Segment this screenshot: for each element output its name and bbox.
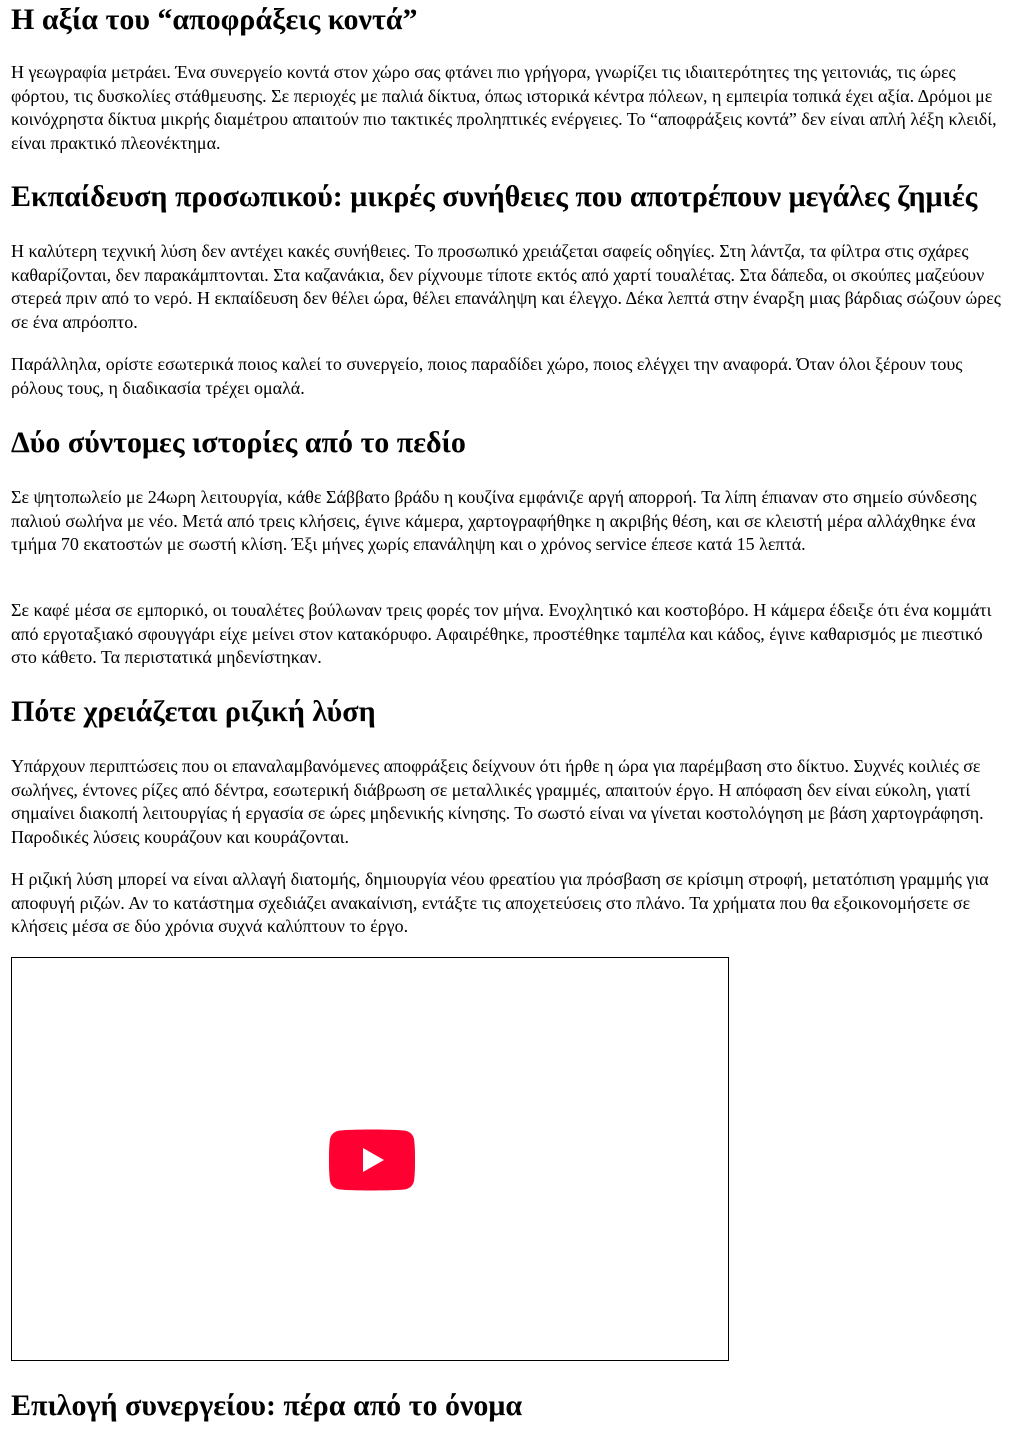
paragraph: Σε καφέ μέσα σε εμπορικό, οι τουαλέτες βούλωναν τρεις φορές τον μήνα. Ενοχλητικό και κοστοβόρο. Η κάμερα έδειξε ότι ένα κομμάτι από εργοταξιακό σφουγγάρι είχε μείνει στον κατακόρυφο. Αφαιρέθηκε, προστέθηκε ταμπέλα και κάδος, έγινε καθαρισμός με πιεστικό στο κάθετο. Τα περιστατικά μηδενίστηκαν. [11,600,992,667]
section-heading: Εκπαίδευση προσωπικού: μικρές συνήθειες που αποτρέπουν μεγάλες ζημιές [11,180,978,213]
paragraph: Υπάρχουν περιπτώσεις που οι επαναλαμβανόμενες αποφράξεις δείχνουν ότι ήρθε η ώρα για παρέμβαση στο δίκτυο. Συχνές κοιλιές σε σωλήνες, έντονες ρίζες από δέντρα, εσωτερική διάβρωση σε μεταλλικές γραμμές, απαιτούν έργο. Η απόφαση δεν είναι εύκολη, γιατί σημαίνει διακοπή λειτουργίας ή εργασία σε ώρες μηδενικής κίνησης. Το σωστό είναι να γίνεται κοστολόγηση με βάση χαρτογράφηση. Παροδικές λύσεις κουράζουν και κουράζονται. [11,756,984,847]
section-heading: Πότε χρειάζεται ριζική λύση [11,695,376,728]
paragraph: Η ριζική λύση μπορεί να είναι αλλαγή διατομής, δημιουργία νέου φρεατίου για πρόσβαση σε κρίσιμη στροφή, μετατόπιση γραμμής για αποφυγή ριζών. Αν το κατάστημα σχεδιάζει ανακαίνιση, εντάξτε τις αποχετεύσεις στο πλάνο. Τα χρήματα που θα εξοικονομήσετε σε κλήσεις μέσα σε δύο χρόνια συχνά καλύπτουν το έργο. [11,869,989,936]
section-heading: Δύο σύντομες ιστορίες από το πεδίο [11,426,466,459]
section-heading: Επιλογή συνεργείου: πέρα από το όνομα [11,1389,523,1422]
embedded-video[interactable] [11,957,729,1361]
play-button-icon[interactable] [328,1129,416,1191]
section-heading: Η αξία του “αποφράξεις κοντά” [11,3,418,36]
paragraph: Σε ψητοπωλείο με 24ωρη λειτουργία, κάθε Σάββατο βράδυ η κουζίνα εμφάνιζε αργή απορροή. Τα λίπη έπιαναν στο σημείο σύνδεσης παλιού σωλήνα με νέο. Μετά από τρεις κλήσεις, έγινε κάμερα, χαρτογραφήθηκε η ακριβής θέση, και σε κλειστή μέρα αλλάχθηκε ένα τμήμα 70 εκατοστών με σωστή κλίση. Έξι μήνες χωρίς επανάληψη και ο χρόνος service έπεσε κατά 15 λεπτά. [11,487,977,554]
paragraph: Η καλύτερη τεχνική λύση δεν αντέχει κακές συνήθειες. Το προσωπικό χρειάζεται σαφείς οδηγίες. Στη λάντζα, τα φίλτρα στις σχάρες καθαρίζονται, δεν παρακάμπτονται. Στα καζανάκια, δεν ρίχνουμε τίποτε εκτός από χαρτί τουαλέτας. Στα δάπεδα, οι σκούπες μαζεύουν στερεά πριν από το νερό. Η εκπαίδευση δεν θέλει ώρα, θέλει επανάληψη και έλεγχο. Δέκα λεπτά στην έναρξη μιας βάρδιας σώζουν ώρες σε ένα απρόοπτο. [11,241,1001,332]
paragraph: Παράλληλα, ορίστε εσωτερικά ποιος καλεί το συνεργείο, ποιος παραδίδει χώρο, ποιος ελέγχει την αναφορά. Όταν όλοι ξέρουν τους ρόλους τους, η διαδικασία τρέχει ομαλά. [11,354,963,398]
paragraph: Η γεωγραφία μετράει. Ένα συνεργείο κοντά στον χώρο σας φτάνει πιο γρήγορα, γνωρίζει τις ιδιαιτερότητες της γειτονιάς, τις ώρες φόρτου, τις δυσκολίες στάθμευσης. Σε περιοχές με παλιά δίκτυα, όπως ιστορικά κέντρα πόλεων, η εμπειρία τοπικά έχει αξία. Δρόμοι με κοινόχρηστα δίκτυα μικρής διαμέτρου απαιτούν πιο τακτικές προληπτικές ενέργειες. Το “αποφράξεις κοντά” δεν είναι απλή λέξη κλειδί, είναι πρακτικό πλεονέκτημα. [11,62,997,153]
